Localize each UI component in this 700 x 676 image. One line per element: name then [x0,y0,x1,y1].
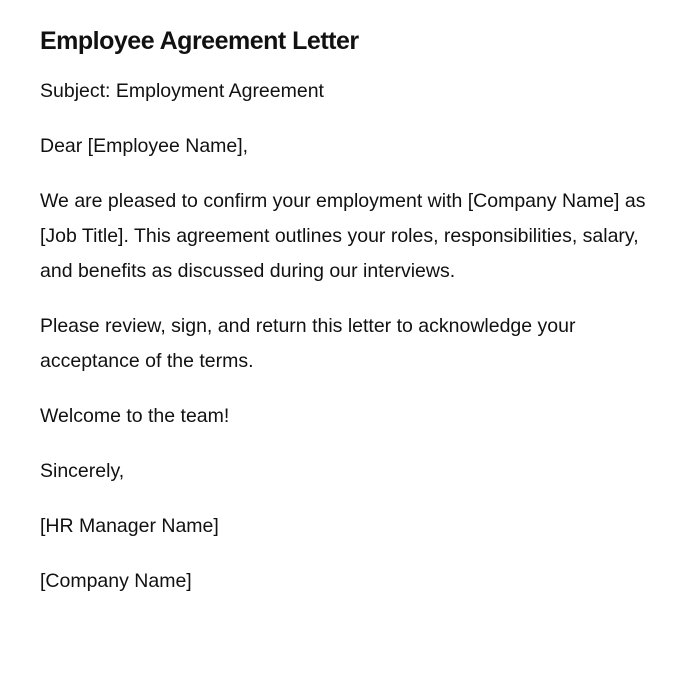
closing: Sincerely, [40,460,125,482]
subject-line: Subject: Employment Agreement [40,80,324,102]
signer-company: [Company Name] [40,570,192,592]
letter [40,24,660,619]
salutation: Dear [Employee Name], [40,135,249,157]
body-paragraph: We are pleased to confirm your employment with [Company Name] as [Job Title]. This agreement outlines your roles, responsibilities, salary, and benefits as discussed during our interviews. [40,190,646,282]
letter-title: Employee Agreement Letter [40,27,359,55]
body-paragraph: Please review, sign, and return this letter to acknowledge your acceptance of the terms. [40,315,576,372]
welcome-line: Welcome to the team! [40,405,230,427]
signer-name: [HR Manager Name] [40,515,219,537]
